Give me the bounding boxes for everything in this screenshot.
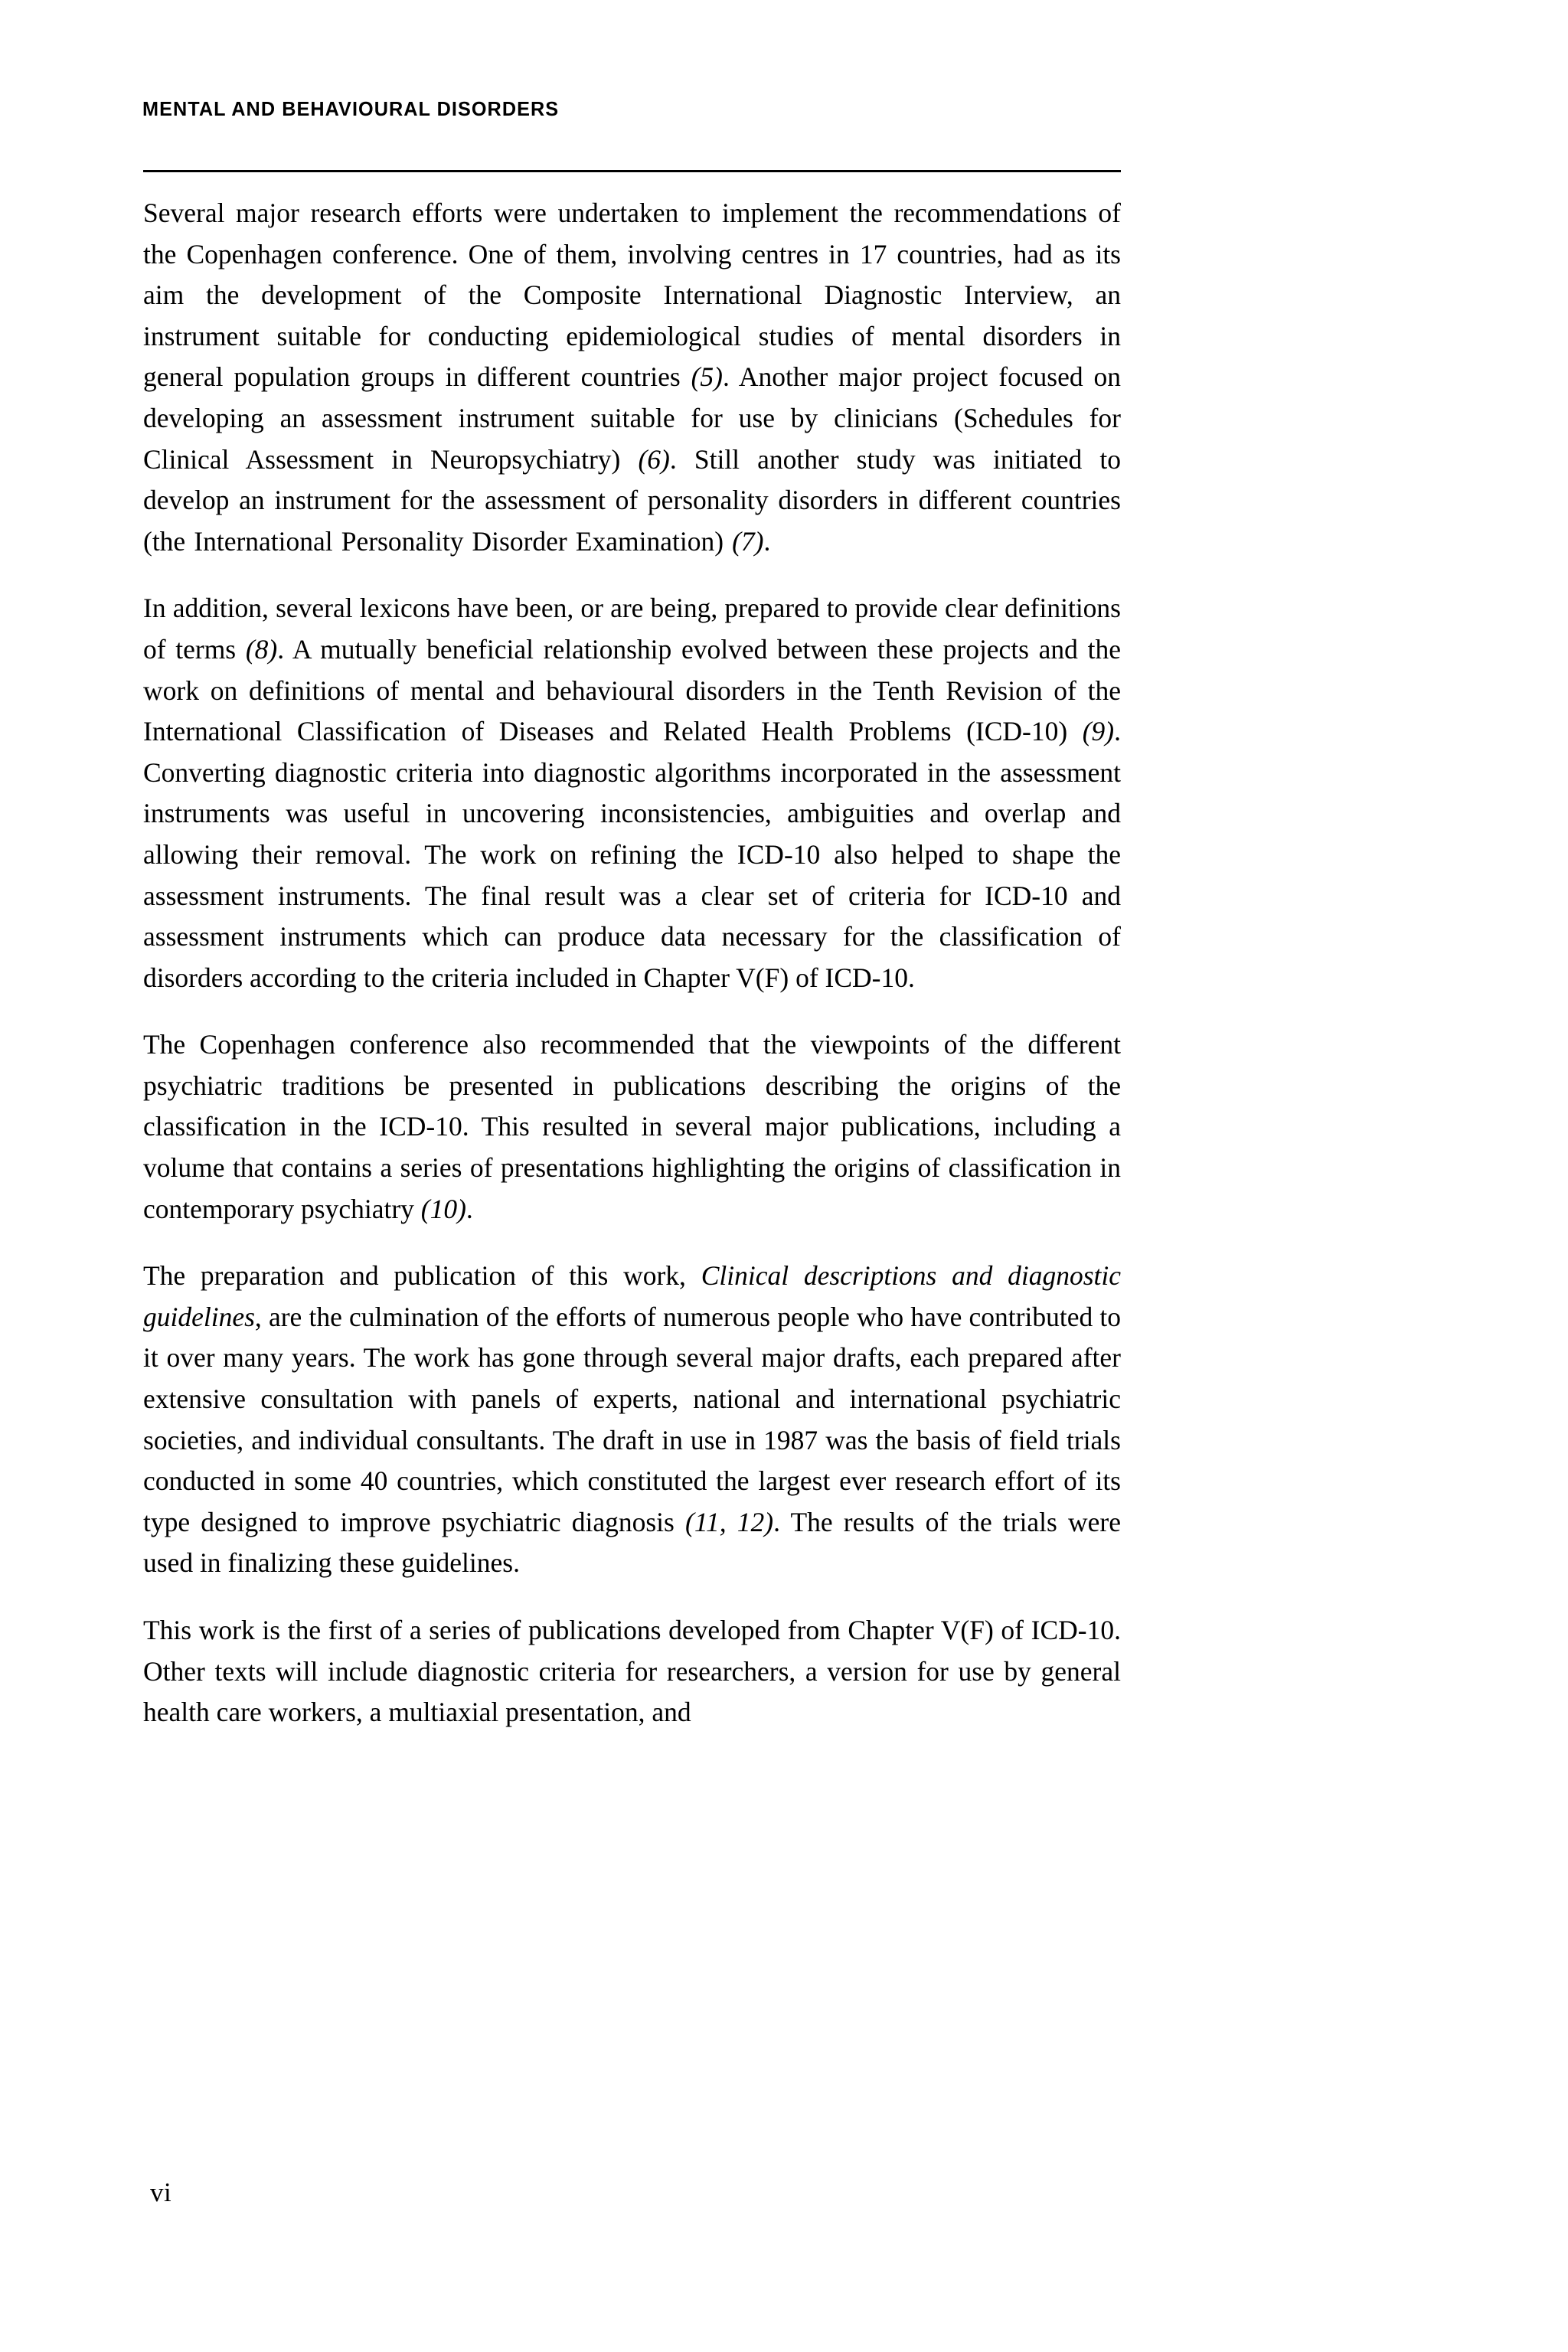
paragraph-2-text-1: In addition, several lexicons have been, or are being, prepared to provide clear definitions of terms [143,593,1121,665]
running-header: MENTAL AND BEHAVIOURAL DISORDERS [142,97,560,120]
paragraph-4-text-2: , are the culmination of the efforts of numerous people who have contributed to it over many years. The work has gone through several major drafts, each prepared after extensive consultation with panels of experts, national and international psychiatric societies, and individual consultants. The draft in use in 1987 was the basis of field trials conducted in some 40 countries, which constituted the largest ever research effort of its type designed to improve psychiatric diagnosis [143,1301,1121,1537]
paragraph-3-text-1: The Copenhagen conference also recommended that the viewpoints of the different psychiatric traditions be presented in publications describing the origins of the classification in the ICD-10. This resulted in several major publications, including a volume that contains a series of presentations highlighting the origins of classification in contemporary psychiatry [143,1029,1121,1224]
reference-5: (5) [691,361,724,393]
paragraph-4-text-1: The preparation and publication of this work, [143,1260,701,1292]
reference-8: (8) [245,633,278,665]
paragraph-1-text-1: Several major research efforts were undertaken to implement the recommendations of the Copenhagen conference. One of them, involving centres in 17 countries, had as its aim the development of the Composite International Diagnostic Interview, an instrument suitable for conducting epidemiological studies of mental disorders in general population groups in different countries [143,198,1121,393]
header-rule [143,170,1121,172]
paragraph-1-text-4: . [763,525,771,557]
paragraph-2-text-2: . A mutually beneficial relationship evolved between these projects and the work on definitions of mental and behavioural disorders in the Tenth Revision of the International Classification of Diseases and Related Health Problems (ICD-10) [143,633,1121,747]
paragraph-4 [143,1256,1121,1584]
reference-9: (9) [1082,716,1115,747]
page-number: vi [150,2177,172,2207]
body-text-column [143,193,1121,1733]
paragraph-1-text-3: . Still another study was initiated to develop an instrument for the assessment of personality disorders in different countries (the International Personality Disorder Examination) [143,443,1122,557]
paragraph-2 [143,588,1121,998]
paragraph-5-text-1: This work is the first of a series of publications developed from Chapter V(F) of ICD-10. Other texts will include diagnostic criteria for researchers, a version for use by general health care workers, a multiaxial presentation, and [143,1615,1121,1728]
paragraph-4-text-3: . The results of the trials were used in finalizing these guidelines. [143,1506,1121,1579]
paragraph-3 [143,1024,1121,1230]
paragraph-5 [143,1610,1121,1733]
paragraph-2-text-3: . Converting diagnostic criteria into diagnostic algorithms incorporated in the assessment instruments was useful in uncovering inconsistencies, ambiguities and overlap and allowing their removal. The work on refining the ICD-10 also helped to shape the assessment instruments. The final result was a clear set of criteria for ICD-10 and assessment instruments which can produce data necessary for the classification of disorders according to the criteria included in Chapter V(F) of ICD-10. [143,716,1121,993]
paragraph-3-text-2: . [466,1193,473,1224]
reference-11-12: (11, 12) [685,1506,774,1537]
paragraph-1-text-2: . Another major project focused on developing an assessment instrument suitable for use by clinicians (Schedules for Clinical Assessment in Neuropsychiatry) [143,361,1121,475]
reference-6: (6) [638,443,670,475]
reference-7: (7) [732,525,764,557]
work-title-italic: Clinical descriptions and diagnostic guidelines [143,1260,1122,1332]
reference-10: (10) [420,1193,466,1224]
paragraph-1 [143,193,1121,562]
